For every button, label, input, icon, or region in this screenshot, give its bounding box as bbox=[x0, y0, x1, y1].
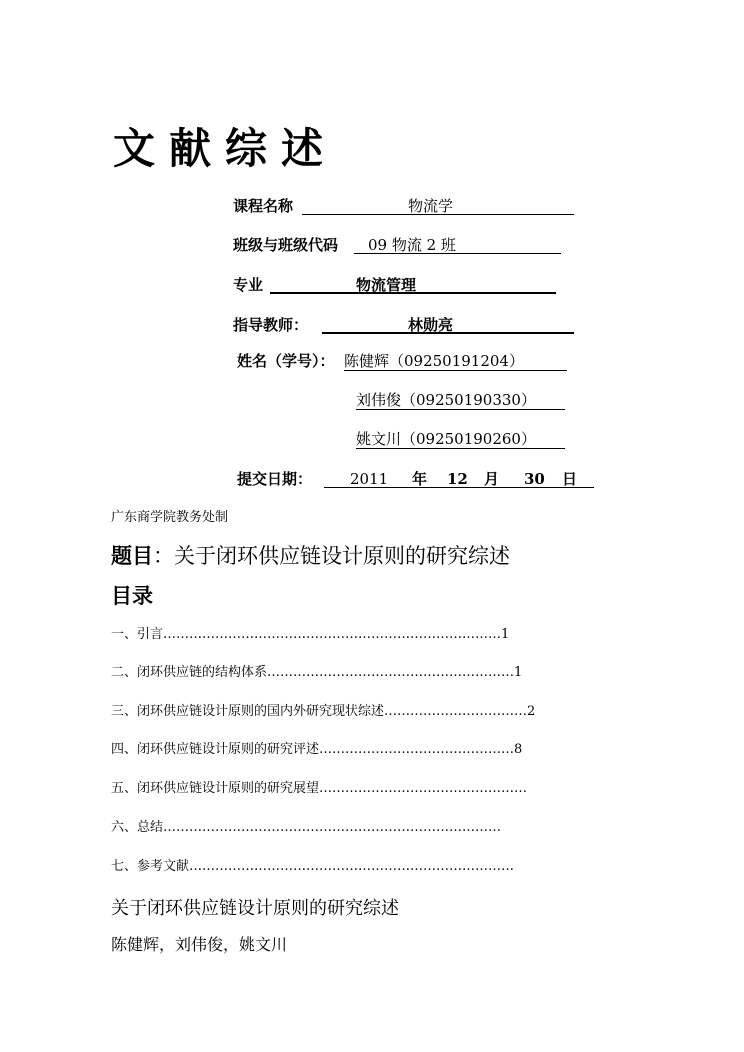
article-title: 关于闭环供应链设计原则的研究综述 bbox=[111, 898, 399, 919]
names-label: 姓名（学号）： bbox=[237, 352, 335, 370]
student-1: 陈健辉（09250191204） bbox=[344, 352, 524, 370]
toc-entry-leader: ………………………………………………………………… bbox=[189, 859, 515, 874]
topic-colon: ： bbox=[153, 544, 174, 568]
toc-entry[interactable] bbox=[111, 819, 501, 837]
student-3-underline bbox=[356, 448, 565, 449]
toc-entry-label: 三、闭环供应链设计原则的国内外研究现状综述 bbox=[111, 704, 385, 719]
toc-entry-leader: ………………………………………………… bbox=[267, 665, 515, 680]
class-label: 班级与班级代码 bbox=[233, 236, 339, 254]
date-day: 30 bbox=[524, 470, 545, 488]
course-value: 物流学 bbox=[408, 197, 454, 215]
date-label: 提交日期： bbox=[237, 470, 313, 488]
toc-entry-label: 六、总结 bbox=[111, 820, 164, 835]
major-label: 专业 bbox=[233, 276, 264, 294]
toc-entry[interactable] bbox=[111, 703, 535, 721]
major-value: 物流管理 bbox=[356, 276, 417, 294]
date-month: 12 bbox=[447, 470, 468, 488]
class-underline bbox=[354, 253, 561, 254]
toc-entry-leader: ……………………………………… bbox=[319, 742, 515, 757]
toc-entry-label: 一、引言 bbox=[111, 627, 164, 642]
toc-entry-label: 五、闭环供应链设计原则的研究展望 bbox=[111, 781, 320, 796]
class-value: 09 物流 2 班 bbox=[368, 236, 456, 254]
toc-entry[interactable] bbox=[111, 780, 527, 798]
student-2: 刘伟俊（09250190330） bbox=[356, 391, 536, 409]
issuer: 广东商学院教务处制 bbox=[111, 510, 229, 525]
toc-entry-page: 1 bbox=[514, 665, 523, 680]
course-underline bbox=[302, 214, 574, 215]
course-label: 课程名称 bbox=[233, 197, 294, 215]
toc-entry-leader: …………………………………………………………………… bbox=[163, 627, 502, 642]
toc-entry-page: 2 bbox=[527, 704, 536, 719]
toc-entry[interactable] bbox=[111, 741, 522, 759]
toc-entry-label: 七、参考文献 bbox=[111, 859, 190, 874]
cover-title: 文献综述 bbox=[113, 124, 338, 173]
toc-entry-leader: …………………………………………………………………… bbox=[163, 820, 502, 835]
toc-entry-page: 1 bbox=[501, 627, 510, 642]
teacher-label: 指导教师： bbox=[233, 316, 309, 334]
article-authors: 陈健辉，刘伟俊，姚文川 bbox=[111, 935, 288, 954]
date-month-unit: 月 bbox=[484, 470, 500, 488]
toc-entry-label: 二、闭环供应链的结构体系 bbox=[111, 665, 268, 680]
toc-entry-leader: …………………………… bbox=[384, 704, 528, 719]
topic-text: 关于闭环供应链设计原则的研究综述 bbox=[174, 544, 510, 568]
toc-entry[interactable] bbox=[111, 626, 509, 644]
toc-entry-label: 四、闭环供应链设计原则的研究评述 bbox=[111, 742, 320, 757]
teacher-value: 林勋亮 bbox=[408, 316, 454, 334]
topic-label: 题目 bbox=[111, 543, 153, 568]
toc-entry-leader: ………………………………………… bbox=[319, 781, 528, 796]
teacher-underline bbox=[322, 332, 574, 334]
date-year: 2011 bbox=[350, 470, 389, 488]
date-year-unit: 年 bbox=[412, 470, 428, 488]
student-3: 姚文川（09250190260） bbox=[356, 430, 536, 448]
date-underline bbox=[324, 487, 594, 488]
topic-heading bbox=[111, 542, 510, 570]
student-2-underline bbox=[356, 409, 565, 410]
date-day-unit: 日 bbox=[562, 470, 578, 488]
toc-heading: 目录 bbox=[111, 583, 153, 608]
toc-entry-page: 8 bbox=[514, 742, 523, 757]
major-underline bbox=[270, 292, 556, 294]
toc-entry[interactable] bbox=[111, 664, 522, 682]
toc-entry[interactable] bbox=[111, 858, 514, 876]
student-1-underline bbox=[344, 370, 567, 371]
